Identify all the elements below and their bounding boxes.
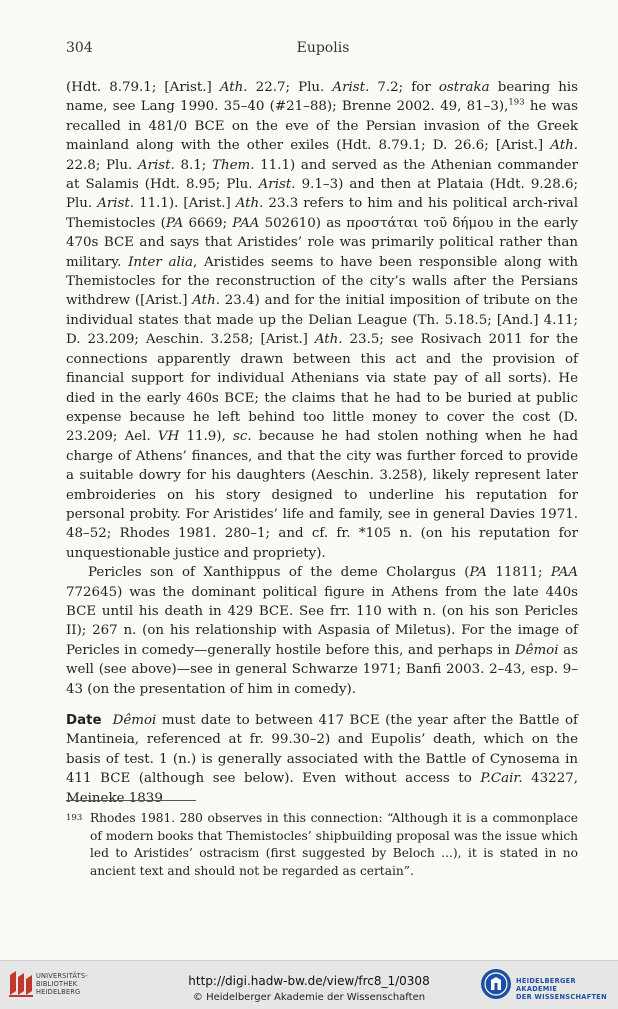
- running-title: Eupolis: [296, 40, 350, 56]
- body-text: [66, 78, 578, 808]
- permalink-url[interactable]: http://digi.hadw-bw.de/view/frc8_1/0308: [188, 974, 430, 988]
- page-number: 304: [66, 40, 93, 56]
- running-head: [66, 40, 580, 60]
- footnote-ref[interactable]: 193: [508, 97, 525, 108]
- academy-logo-icon[interactable]: [480, 968, 512, 1000]
- footnote-rule: [66, 800, 196, 801]
- footnote-text: Rhodes 1981. 280 observes in this connection: “Although it is a commonplace of modern books that Themistocles’ shipbuilding proposal was the issue which led to Aristides’ ostracism (first suggested by Beloch ...), it is stated in no ancient text and should not be regarded as certain”.: [90, 811, 578, 878]
- paragraph-date: Date Dêmoi must date to between 417 BCE (the year after the Battle of Mantineia, referenced at fr. 99.30–2) and Eupolis’ death, which on the basis of test. 1 (n.) is generally associated with the Battle of Cynosema in 411 BCE (although see below). Even without access to P.Cair. 43227, Meineke 1839: [66, 713, 578, 806]
- section-label-date: Date: [66, 713, 102, 728]
- paragraph-aristides: (Hdt. 8.79.1; [Arist.] Ath. 22.7; Plu. Arist. 7.2; for ostraka bearing his name, see Lang 1990. 35–40 (#21–88); Brenne 2002. 49, 81–3),$^{193}$ he was recalled in 481/0 BCE on the eve of the Persian invasion of the Greek mainland along with the other exiles (Hdt. 8.79.1; D. 26.6; [Arist.] Ath. 22.8; Plu. Arist. 8.1; Them. 11.1) and served as the Athenian commander at Salamis (Hdt. 8.95; Plu. Arist. 9.1–3) and then at Plataia (Hdt. 9.28.6; Plu. Arist. 11.1). [Arist.] Ath. 23.3 refers to him and his political arch-rival Themistocles (PA 6669; PAA 502610) as προστάται τοῦ δήμου in the early 470s BCE and says that Aristides’ role was primarily political rather than military. Inter alia, Aristides seems to have been responsible along with Themistocles for the reconstruction of the city’s walls after the Persians withdrew ([Arist.] Ath. 23.4) and for the initial imposition of tribute on the individual states that made up the Delian League (Th. 5.18.5; [And.] 4.11; D. 23.209; Aeschin. 3.258; [Arist.] Ath. 23.5; see Rosivach 2011 for the connections apparently drawn between this act and the provision of financial support for individual Athenians via state pay of all sorts). He died in the early 460s BCE; the claims that he had to be buried at public expense because he left behind too little money to cover the cost (D. 23.209; Ael. VH 11.9), sc. because he had stolen nothing when he had charge of Athens’ finances, and that the city was further forced to provide a suitable dowry for his daughters (Aeschin. 3.258), likely represent later embroideries on his story designed to underline his reputation for personal probity. For Aristides’ life and family, see in general Davies 1971. 48–52; Rhodes 1981. 280–1; and cf. fr. *105 n. (on his reputation for unquestionable justice and propriety).: [66, 80, 579, 561]
- viewer-footer: [0, 960, 618, 1009]
- paragraph-pericles: Pericles son of Xanthippus of the deme Cholargus (PA 11811; PAA 772645) was the dominant political figure in Athens from the late 440s BCE until his death in 429 BCE. See frr. 110 with n. (on his son Pericles II); 267 n. (on his relationship with Aspasia of Miletus). For the image of Pericles in comedy—generally hostile before this, and perhaps in Dêmoi as well (see above)—see in general Schwarze 1971; Banfi 2003. 2–43, esp. 9–43 (on the presentation of him in comedy).: [66, 565, 579, 697]
- footnote-193: [66, 810, 578, 880]
- academy-name: HEIDELBERGER AKADEMIE DER WISSENSCHAFTEN: [516, 977, 607, 1001]
- footnote-number: 193: [66, 813, 83, 823]
- copyright-notice: © Heidelberger Akademie der Wissenschaften: [192, 992, 426, 1003]
- university-library-name: UNIVERSITÄTS- BIBLIOTHEK HEIDELBERG: [36, 972, 88, 996]
